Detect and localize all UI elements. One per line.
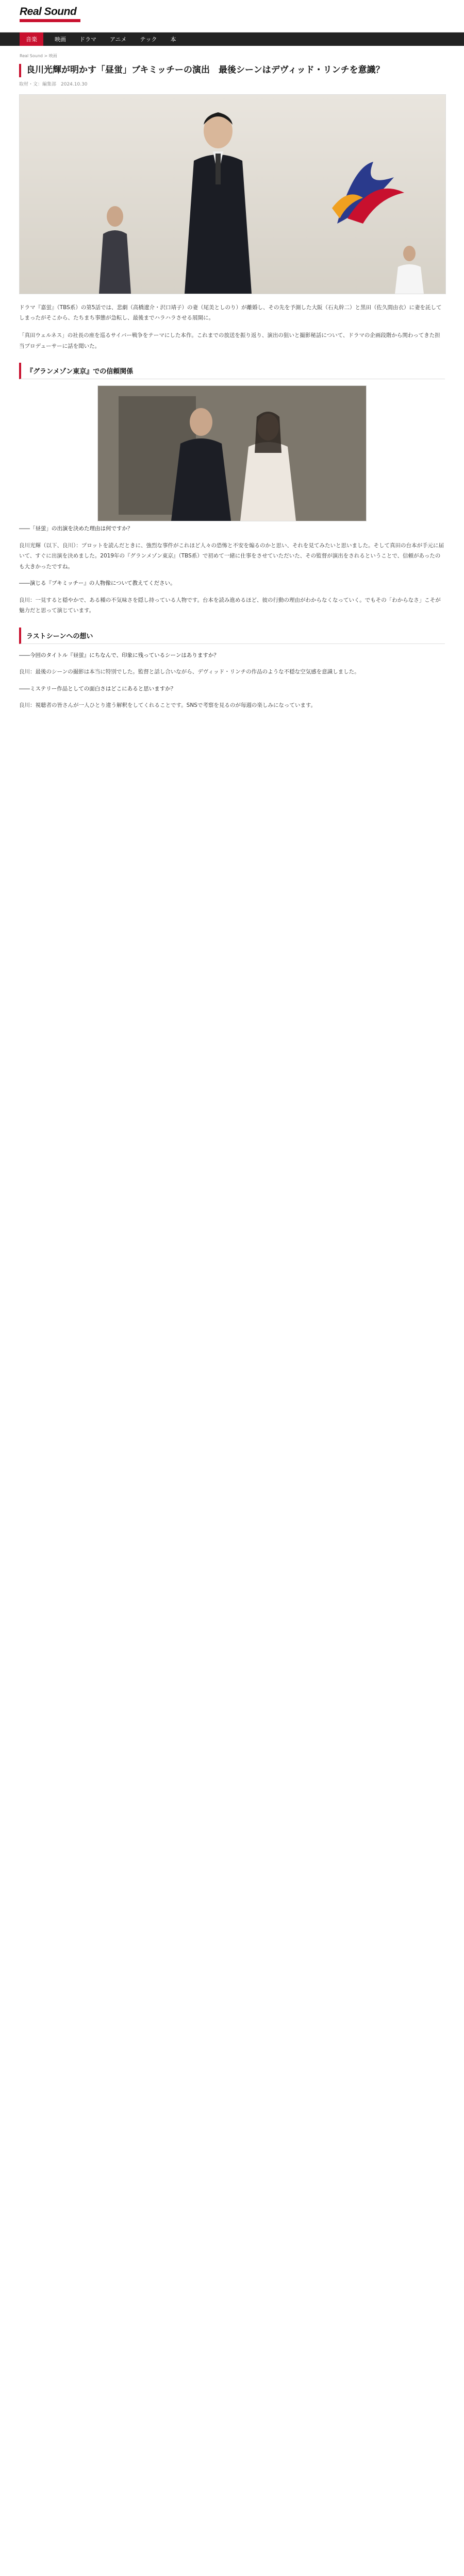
nav-item-anime[interactable]: アニメ — [110, 36, 127, 43]
answer-2: 良川：一見すると穏やかで、ある種の不気味さを隠し持っている人物です。台本を読み進めるほど、彼の行動の理由がわからなくなっていく。でもその「わからなさ」こそが魅力だと思って演じています。 — [19, 597, 441, 614]
question-1: ――「昼蛍」の出演を決めた理由は何ですか？ — [19, 526, 133, 532]
article — [19, 64, 445, 711]
company-logo-art — [317, 157, 409, 234]
site-header — [0, 0, 464, 32]
question-4: ――ミステリー作品としての面白さはどこにあると思いますか？ — [19, 685, 176, 692]
logo-bar — [20, 19, 80, 22]
nav-item-book[interactable]: 本 — [170, 36, 176, 43]
scene-photo — [97, 385, 367, 521]
section-heading-1: 『グランメゾン東京』での信頼関係 — [19, 363, 445, 379]
background-figure — [97, 203, 133, 294]
intro-paragraph-2: 「真田ウェルネス」の社長の座を巡るサイバー戦争をテーマにした本作。これまでの放送を振り返り、演出の狙いと撮影秘話について、ドラマの企画段階から関わってきた担当プロデューサーに話を聞いた。 — [19, 332, 440, 349]
nav-item-music[interactable]: 音楽 — [20, 32, 43, 46]
scene-illustration — [98, 386, 366, 521]
section-heading-2: ラストシーンへの想い — [19, 628, 445, 644]
logo-text-real: Real — [20, 6, 42, 18]
article-title: 良川光輝が明かす「昼蛍」ブキミッチーの演出 最後シーンはデヴィッド・リンチを意識？ — [19, 64, 445, 77]
nav-item-tech[interactable]: テック — [140, 36, 157, 43]
site-logo[interactable] — [20, 6, 80, 22]
answer-1: 良川光輝（以下、良川）：プロットを読んだときに、強烈な事件がこれほど人々の恐怖と不安を煽るのかと思い、それを見てみたいと思いました。そして真田の台本が手元に届いて、すぐに出演を決めました。2019年の『グランメゾン東京』（TBS系）で初めて一緒に仕事をさせていただいた、その監督が演出をされるということで、信頼があったのも大きかったですね。 — [19, 542, 444, 570]
actor-figure — [174, 104, 262, 294]
article-meta: 取材・文：編集部 2024.10.30 — [19, 81, 88, 87]
answer-4: 良川：視聴者の皆さんが一人ひとり違う解釈をしてくれることです。SNSで考察を見るのが毎週の楽しみになっています。 — [19, 702, 317, 709]
question-3: ――今回のタイトル『昼蛍』にちなんで、印象に残っているシーンはありますか？ — [19, 652, 219, 658]
main-nav — [0, 32, 464, 46]
logo-text-sound: Sound — [44, 6, 77, 18]
intro-paragraph-1: ドラマ『嘉蛍』（TBS系）の第5話では、悲劇（高橋遼介・沢口靖子）の妻（尾美としのり）が離婚し、その先を予測した大阪（石丸幹二）と黒田（佐久間由衣）に妻を託してしまったがそこから、たちまち事態が急転し、最後までハラハラさせる展開に。 — [19, 304, 442, 321]
question-2: ――演じる『ブキミッチー』の人物像について教えてください。 — [19, 580, 176, 587]
hero-image — [19, 94, 446, 294]
breadcrumb[interactable]: Real Sound > 映画 — [20, 54, 57, 58]
nav-item-drama[interactable]: ドラマ — [79, 36, 96, 43]
nav-item-movie[interactable]: 映画 — [55, 36, 66, 43]
background-figure-2 — [394, 244, 425, 294]
answer-3: 良川：最後のシーンの撮影は本当に特別でした。監督と話し合いながら、デヴィッド・リンチの作品のような不穏な空気感を意識しました。 — [19, 669, 360, 675]
